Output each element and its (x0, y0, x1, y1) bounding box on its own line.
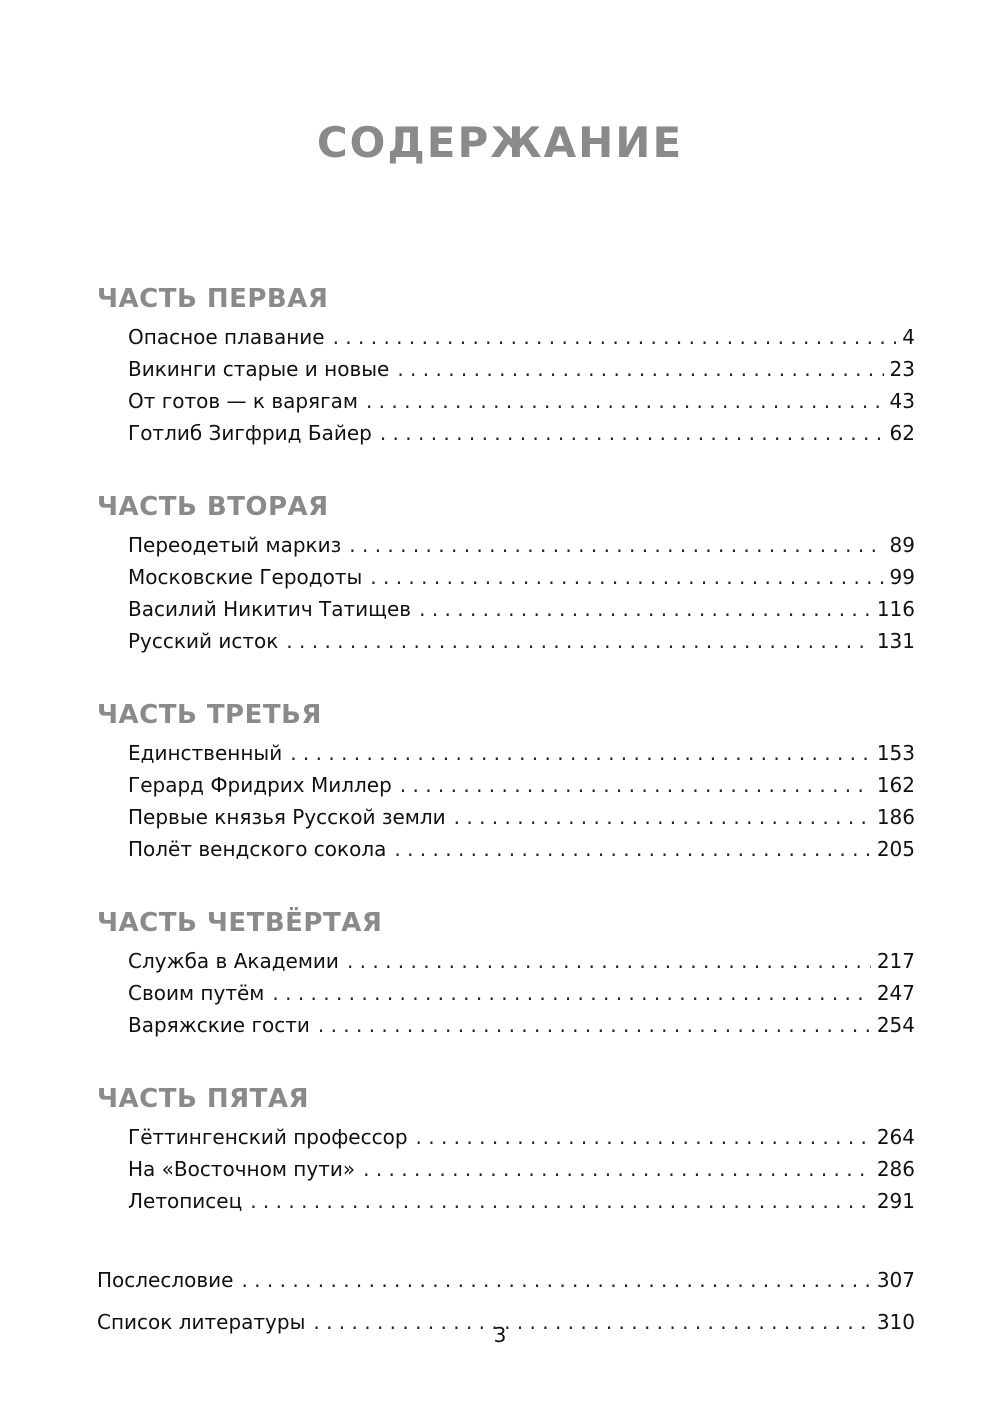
toc-entry[interactable] (97, 353, 915, 385)
entry-label: Служба в Академии (128, 949, 339, 973)
dot-leader (416, 1121, 871, 1153)
entry-label: Василий Никитич Татищев (128, 597, 412, 621)
entry-label: Русский исток (128, 629, 279, 653)
dot-leader (286, 625, 871, 657)
dot-leader (318, 1009, 871, 1041)
entry-label: Варяжские гости (128, 1013, 310, 1037)
toc-entry-afterword[interactable] (97, 1259, 915, 1301)
page-title: СОДЕРЖАНИЕ (316, 118, 684, 167)
toc-entry[interactable] (97, 1121, 915, 1153)
part-title: ЧАСТЬ ВТОРАЯ (97, 492, 329, 522)
toc-entry[interactable] (97, 1009, 915, 1041)
entry-page: 217 (876, 949, 915, 973)
toc-entry[interactable] (97, 1185, 915, 1217)
entry-label: Список литературы (97, 1310, 306, 1334)
dot-leader (400, 769, 871, 801)
entry-page: 153 (876, 741, 915, 765)
entry-label: Московские Геродоты (128, 565, 363, 589)
entry-label: Переодетый маркиз (128, 533, 342, 557)
part-5 (97, 1083, 915, 1217)
entry-page: 131 (876, 629, 915, 653)
toc-entry[interactable] (97, 417, 915, 449)
part-title: ЧАСТЬ ПЯТАЯ (97, 1084, 309, 1114)
part-title: ЧАСТЬ ТРЕТЬЯ (97, 700, 322, 730)
entry-page: 286 (876, 1157, 915, 1181)
toc-entry[interactable] (97, 833, 915, 865)
entry-label: Гёттингенский профессор (128, 1125, 408, 1149)
entry-page: 162 (876, 773, 915, 797)
dot-leader (250, 1185, 871, 1217)
part-title: ЧАСТЬ ПЕРВАЯ (97, 284, 329, 314)
entry-page: 310 (876, 1310, 915, 1334)
entry-page: 4 (902, 325, 915, 349)
dot-leader (290, 737, 871, 769)
entry-label: Первые князья Русской земли (128, 805, 446, 829)
toc-entry[interactable] (97, 945, 915, 977)
dot-leader (380, 417, 884, 449)
toc-entry[interactable] (97, 625, 915, 657)
part-title: ЧАСТЬ ЧЕТВЁРТАЯ (97, 908, 383, 938)
dot-leader (397, 353, 883, 385)
entry-page: 62 (889, 421, 915, 445)
part-4 (97, 907, 915, 1041)
dot-leader (241, 1259, 870, 1301)
entry-page: 205 (876, 837, 915, 861)
toc-entry[interactable] (97, 321, 915, 353)
toc-entry[interactable] (97, 1153, 915, 1185)
entry-label: От готов — к варягам (128, 389, 358, 413)
toc-entry[interactable] (97, 801, 915, 833)
toc-entry[interactable] (97, 769, 915, 801)
entry-page: 116 (876, 597, 915, 621)
entry-page: 307 (876, 1268, 915, 1292)
dot-leader (333, 321, 897, 353)
dot-leader (366, 385, 884, 417)
toc-entry[interactable] (97, 593, 915, 625)
dot-leader (370, 561, 883, 593)
dot-leader (394, 833, 870, 865)
entry-page: 186 (876, 805, 915, 829)
dot-leader (349, 529, 883, 561)
entry-label: Викинги старые и новые (128, 357, 390, 381)
entry-label: Летописец (128, 1189, 243, 1213)
page-number: 3 (493, 1323, 507, 1347)
entry-label: Своим путём (128, 981, 265, 1005)
dot-leader (363, 1153, 871, 1185)
toc-entry[interactable] (97, 737, 915, 769)
toc-entry[interactable] (97, 977, 915, 1009)
part-1 (97, 283, 915, 449)
entry-label: Готлиб Зигфрид Байер (128, 421, 372, 445)
entry-label: Полёт вендского сокола (128, 837, 387, 861)
entry-page: 254 (876, 1013, 915, 1037)
entry-page: 99 (889, 565, 915, 589)
dot-leader (419, 593, 871, 625)
entry-label: Герард Фридрих Миллер (128, 773, 392, 797)
entry-page: 89 (889, 533, 915, 557)
entry-label: Опасное плавание (128, 325, 325, 349)
table-of-contents (97, 283, 915, 1343)
toc-entry[interactable] (97, 561, 915, 593)
entry-page: 264 (876, 1125, 915, 1149)
entry-page: 291 (876, 1189, 915, 1213)
part-3 (97, 699, 915, 865)
entry-page: 23 (889, 357, 915, 381)
entry-label: На «Восточном пути» (128, 1157, 356, 1181)
dot-leader (272, 977, 870, 1009)
dot-leader (454, 801, 871, 833)
entry-label: Единственный (128, 741, 283, 765)
entry-page: 43 (889, 389, 915, 413)
dot-leader (347, 945, 871, 977)
entry-label: Послесловие (97, 1268, 234, 1292)
toc-entry[interactable] (97, 529, 915, 561)
toc-entry[interactable] (97, 385, 915, 417)
entry-page: 247 (876, 981, 915, 1005)
part-2 (97, 491, 915, 657)
